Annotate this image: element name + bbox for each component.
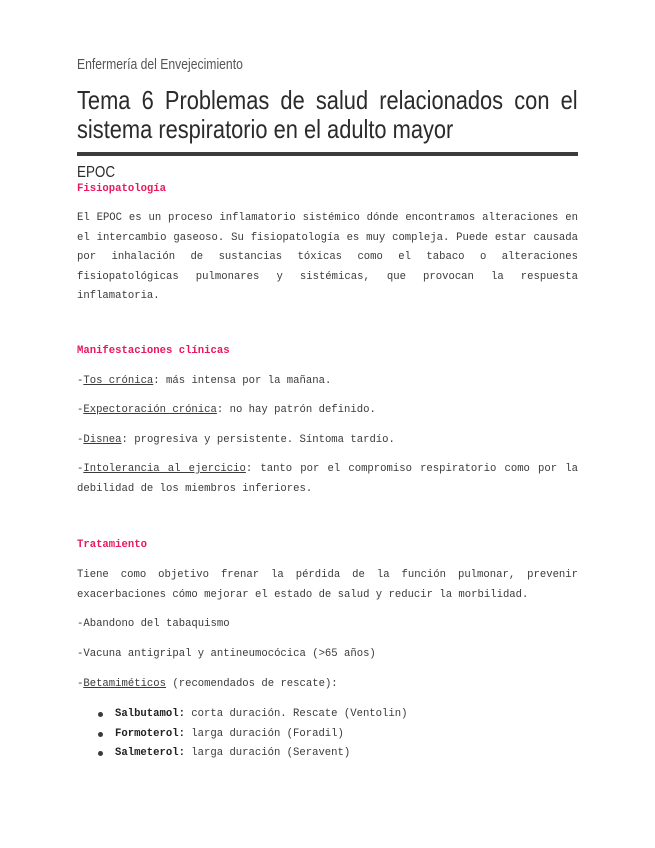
title-divider bbox=[77, 152, 578, 156]
list-item: Formoterol: larga duración (Foradil) bbox=[77, 725, 407, 745]
heading-tratamiento: Tratamiento bbox=[77, 539, 147, 551]
section-title-epoc: EPOC bbox=[77, 164, 116, 181]
drug-list bbox=[77, 705, 407, 764]
bullet-icon bbox=[98, 751, 103, 756]
manifestacion-item: -Intolerancia al ejercicio: tanto por el compromiso respiratorio como por la debilidad de los miembros inferiores. bbox=[77, 463, 578, 495]
course-subject: Enfermería del Envejecimiento bbox=[77, 57, 243, 73]
bullet-icon bbox=[98, 732, 103, 737]
bullet-icon bbox=[98, 712, 103, 717]
page-title: Tema 6 Problemas de salud relacionados con el sistema respiratorio en el adulto mayor bbox=[77, 85, 578, 144]
term-intolerancia: Intolerancia al ejercicio bbox=[83, 463, 246, 475]
list-item: Salbutamol: corta duración. Rescate (Ventolin) bbox=[77, 705, 407, 725]
term-betamimeticos: Betamiméticos bbox=[83, 678, 167, 690]
term-disnea: Disnea bbox=[83, 434, 122, 446]
manifestacion-item: -Disnea: progresiva y persistente. Síntoma tardío. bbox=[77, 434, 395, 446]
heading-manifestaciones: Manifestaciones clínicas bbox=[77, 345, 230, 357]
manifestacion-item: -Expectoración crónica: no hay patrón definido. bbox=[77, 404, 376, 416]
term-expectoracion: Expectoración crónica bbox=[83, 404, 217, 416]
list-item: Salmeterol: larga duración (Seravent) bbox=[77, 744, 407, 764]
heading-fisiopatologia: Fisiopatología bbox=[77, 183, 167, 195]
paragraph-fisiopatologia: El EPOC es un proceso inflamatorio sistémico dónde encontramos alteraciones en el intercambio gaseoso. Su fisiopatología es muy compleja. Puede estar causada por inhalación de sustancias tóxicas como el tabaco o alteraciones fisiopatológicas pulmonares y sistémicas, que provocan la respuesta inflamatoria. bbox=[77, 212, 578, 302]
tratamiento-line: -Betamiméticos (recomendados de rescate): bbox=[77, 678, 338, 690]
term-tos-cronica: Tos crónica bbox=[83, 375, 154, 387]
tratamiento-line: -Vacuna antigripal y antineumocócica (>65 años) bbox=[77, 648, 376, 660]
manifestacion-item: -Tos crónica: más intensa por la mañana. bbox=[77, 375, 332, 387]
tratamiento-line: -Abandono del tabaquismo bbox=[77, 618, 230, 630]
paragraph-tratamiento: Tiene como objetivo frenar la pérdida de la función pulmonar, prevenir exacerbaciones cómo mejorar el estado de salud y reducir la morbilidad. bbox=[77, 569, 578, 601]
